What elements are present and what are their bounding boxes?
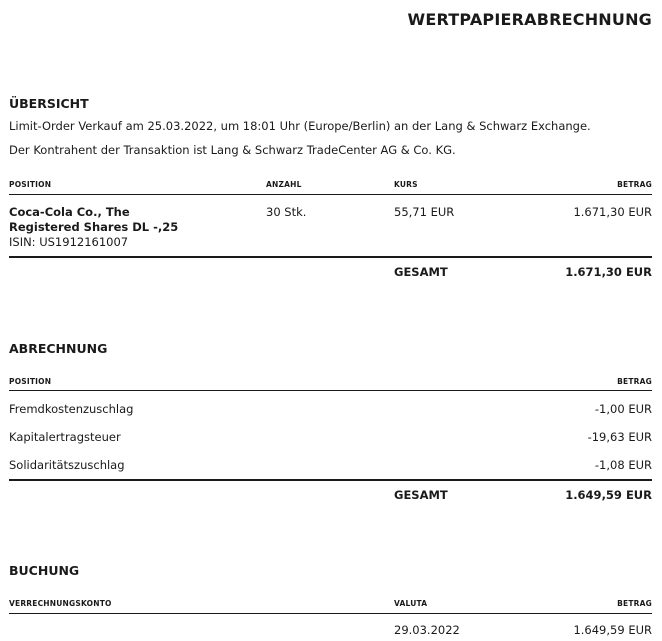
security-name-line2: Registered Shares DL -,25 (9, 220, 179, 234)
column-header-kurs: KURS (394, 180, 418, 189)
total-divider (9, 479, 652, 481)
security-name-line1: Coca-Cola Co., The (9, 205, 130, 219)
amount-value: 1.671,30 EUR (573, 205, 652, 219)
column-header-position: POSITION (9, 377, 52, 386)
capital-gains-tax-label: Kapitalertragsteuer (9, 430, 121, 444)
column-header-position: POSITION (9, 180, 52, 189)
quantity-value: 30 Stk. (266, 205, 307, 219)
column-header-betrag: BETRAG (617, 180, 652, 189)
section-title-abrechnung: ABRECHNUNG (9, 341, 108, 356)
capital-gains-tax-value: -19,63 EUR (587, 430, 652, 444)
total-divider (9, 256, 652, 258)
header-divider (9, 613, 652, 614)
column-header-anzahl: ANZAHL (266, 180, 302, 189)
solidarity-surcharge-label: Solidaritätszuschlag (9, 458, 125, 472)
booking-amount: 1.649,59 EUR (573, 623, 652, 637)
counterparty-description: Der Kontrahent der Transaktion ist Lang & Schwarz TradeCenter AG & Co. KG. (9, 143, 456, 157)
value-date: 29.03.2022 (394, 623, 460, 637)
section-title-uebersicht: ÜBERSICHT (9, 96, 89, 111)
order-description: Limit-Order Verkauf am 25.03.2022, um 18:01 Uhr (Europe/Berlin) an der Lang & Schwarz Exchange. (9, 119, 591, 133)
column-header-betrag: BETRAG (617, 377, 652, 386)
total-value: 1.671,30 EUR (565, 265, 652, 279)
total-label: GESAMT (394, 488, 448, 502)
column-header-verrechnungskonto: VERRECHNUNGSKONTO (9, 599, 112, 608)
fee-label: Fremdkostenzuschlag (9, 402, 134, 416)
total-label: GESAMT (394, 265, 448, 279)
fee-value: -1,00 EUR (594, 402, 652, 416)
section-title-buchung: BUCHUNG (9, 563, 80, 578)
document-title: WERTPAPIERABRECHNUNG (407, 10, 652, 29)
column-header-valuta: VALUTA (394, 599, 428, 608)
solidarity-surcharge-value: -1,08 EUR (594, 458, 652, 472)
header-divider (9, 194, 652, 195)
column-header-betrag: BETRAG (617, 599, 652, 608)
header-divider (9, 390, 652, 391)
security-isin: ISIN: US1912161007 (9, 235, 129, 249)
total-value: 1.649,59 EUR (565, 488, 652, 502)
price-value: 55,71 EUR (394, 205, 455, 219)
